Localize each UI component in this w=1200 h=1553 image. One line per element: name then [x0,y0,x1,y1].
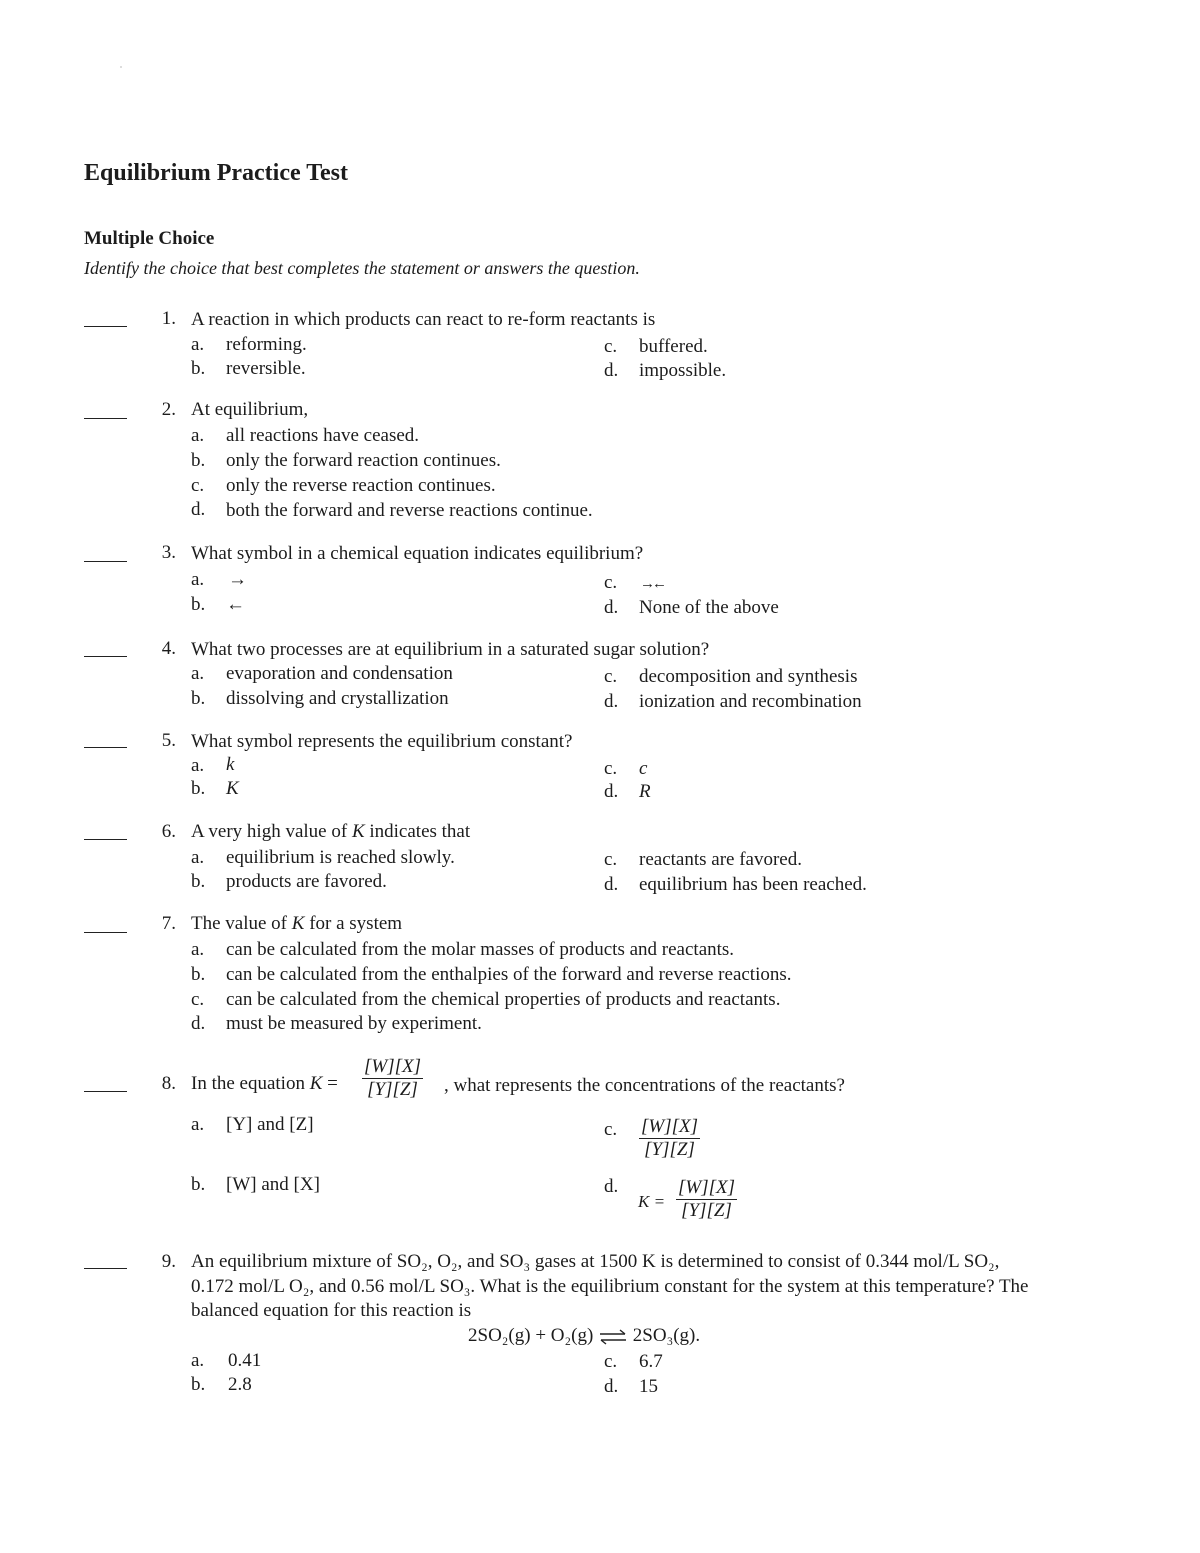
choice-letter-b: b. [191,358,206,379]
choice-a: can be calculated from the molar masses of products and reactants. [226,939,735,960]
choice-c: →← [640,576,664,592]
choice-letter-a: a. [191,663,205,684]
choice-letter-a: a. [191,1350,205,1371]
choice-b: products are favored. [226,871,387,892]
question-number: 6. [161,821,176,842]
choice-c: buffered. [639,336,708,357]
choice-b: can be calculated from the enthalpies of the forward and reverse reactions. [226,964,792,985]
question-stem: What symbol represents the equilibrium constant? [191,731,573,752]
answer-blank[interactable] [84,326,127,327]
scan-speck [120,66,122,68]
choice-c: can be calculated from the chemical properties of products and reactants. [226,989,781,1010]
answer-blank[interactable] [84,839,127,840]
choice-letter-d: d. [604,597,619,618]
choice-b: ← [226,594,245,615]
choice-letter-d: d. [604,1176,619,1197]
instructions: Identify the choice that best completes the statement or answers the question. [84,258,640,278]
question-number: 5. [161,730,176,751]
choice-letter-c: c. [191,475,205,496]
question-stem: A reaction in which products can react to re-form reactants is [191,309,656,330]
question-number: 4. [161,638,176,659]
answer-blank[interactable] [84,656,127,657]
question-number: 8. [161,1073,176,1094]
section-heading: Multiple Choice [84,228,215,249]
choice-a: 0.41 [228,1350,262,1371]
choice-b: 2.8 [228,1374,252,1395]
question-stem-continued: , what represents the concentrations of the reactants? [444,1075,845,1096]
question-number: 2. [161,399,176,420]
choice-b: reversible. [226,358,306,379]
choice-c: decomposition and synthesis [639,666,858,687]
choice-letter-c: c. [604,849,618,870]
answer-blank[interactable] [84,932,127,933]
choice-letter-b: b. [191,964,206,985]
choice-letter-c: c. [604,336,618,357]
choice-letter-a: a. [191,425,205,446]
choice-letter-c: c. [604,1119,618,1140]
question-stem: In the equation K = [191,1073,338,1094]
choice-letter-d: d. [604,691,619,712]
choice-d: must be measured by experiment. [226,1013,482,1034]
choice-d: impossible. [639,360,727,381]
choice-letter-b: b. [191,1374,206,1395]
choice-letter-d: d. [191,1013,206,1034]
answer-blank[interactable] [84,1268,127,1269]
choice-b: dissolving and crystallization [226,688,449,709]
choice-letter-d: d. [604,874,619,895]
choice-d: both the forward and reverse reactions continue. [226,500,593,521]
choice-letter-b: b. [191,594,206,615]
question-number: 1. [161,308,176,329]
choice-letter-a: a. [191,755,205,776]
answer-blank[interactable] [84,561,127,562]
choice-letter-b: b. [191,688,206,709]
answer-blank[interactable] [84,418,127,419]
stem-fraction: $\frac{[W][X]}{[Y][Z]}$ [364,1056,422,1100]
choice-d: None of the above [639,597,779,618]
choice-letter-d: d. [191,499,206,520]
balanced-equation: 2SO₂(g) + O₂(g) 2SO₃(g). [468,1325,701,1346]
choice-letter-c: c. [191,989,205,1010]
question-number: 7. [161,913,176,934]
choice-letter-c: c. [604,572,618,593]
choice-a: equilibrium is reached slowly. [226,847,455,868]
question-stem: What two processes are at equilibrium in a saturated sugar solution? [191,639,710,660]
choice-letter-b: b. [191,871,206,892]
choice-a: all reactions have ceased. [226,425,420,446]
choice-c-fraction: $\frac{[W][X]}{[Y][Z]}$ [641,1116,699,1160]
choice-b: [W] and [X] [226,1174,320,1195]
choice-letter-b: b. [191,450,206,471]
question-stem: The value of K for a system [191,913,403,934]
choice-a: [Y] and [Z] [226,1114,314,1135]
equilibrium-arrow-icon [598,1328,628,1346]
choice-d: ionization and recombination [639,691,862,712]
choice-letter-c: c. [604,666,618,687]
choice-c: only the reverse reaction continues. [226,475,496,496]
choice-c: reactants are favored. [639,849,802,870]
choice-a: k [226,754,235,775]
choice-letter-b: b. [191,778,206,799]
choice-letter-a: a. [191,939,205,960]
question-number: 3. [161,542,176,563]
question-stem-line-1: An equilibrium mixture of SO₂, O₂, and SO₃ gases at 1500 K is determined to consist of 0.344 mol/L SO₂, [191,1251,1000,1272]
choice-d-k: K = [638,1192,666,1211]
question-stem-line-2: 0.172 mol/L O₂, and 0.56 mol/L SO₃. What is the equilibrium constant for the system at this temperature? The [191,1276,1029,1297]
choice-d: equilibrium has been reached. [639,874,867,895]
question-stem: What symbol in a chemical equation indicates equilibrium? [191,543,644,564]
choice-d: R [639,781,651,802]
answer-blank[interactable] [84,1091,127,1092]
answer-blank[interactable] [84,747,127,748]
choice-letter-a: a. [191,334,205,355]
choice-letter-a: a. [191,1114,205,1135]
choice-letter-b: b. [191,1174,206,1195]
choice-a: → [228,569,247,590]
choice-letter-d: d. [604,781,619,802]
question-stem-line-3: balanced equation for this reaction is [191,1300,472,1321]
page-title: Equilibrium Practice Test [84,160,348,186]
question-number: 9. [161,1251,176,1272]
choice-letter-a: a. [191,569,205,590]
choice-c: 6.7 [639,1351,663,1372]
choice-b: only the forward reaction continues. [226,450,501,471]
question-stem: At equilibrium, [191,399,309,420]
choice-b: K [226,778,239,799]
choice-letter-d: d. [604,1376,619,1397]
choice-c: c [639,758,648,779]
choice-letter-a: a. [191,847,205,868]
choice-d: 15 [639,1376,658,1397]
choice-letter-d: d. [604,360,619,381]
choice-d-fraction: $\frac{[W][X]}{[Y][Z]}$ [678,1177,736,1221]
choice-letter-c: c. [604,758,618,779]
choice-a: reforming. [226,334,307,355]
choice-a: evaporation and condensation [226,663,453,684]
choice-letter-c: c. [604,1351,618,1372]
question-stem: A very high value of K indicates that [191,821,471,842]
